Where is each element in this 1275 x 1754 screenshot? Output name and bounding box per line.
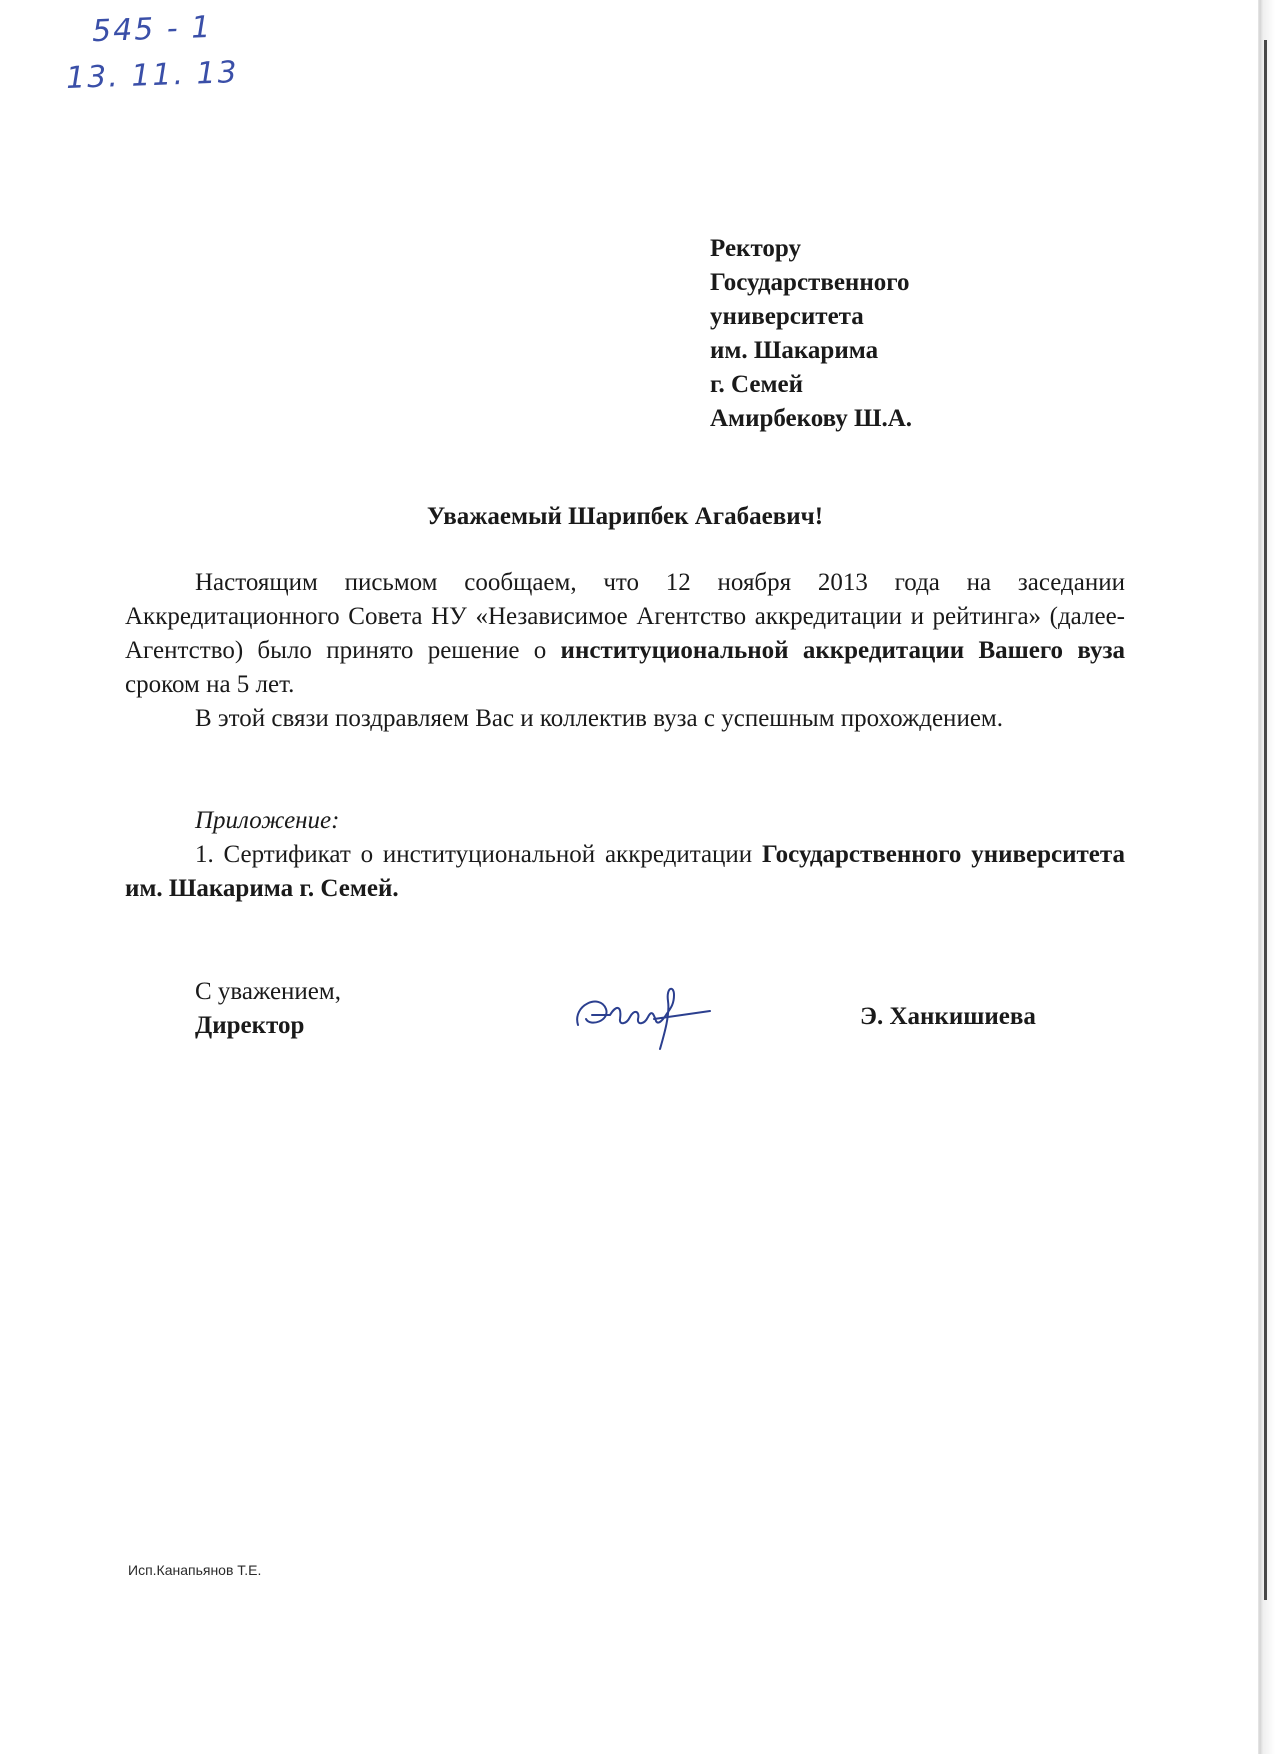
executor-note: Исп.Канапьянов Т.Е. [128, 1562, 262, 1578]
addressee-block [710, 232, 912, 436]
paragraph-congratulations: В этой связи поздравляем Вас и коллектив вуза с успешным прохождением. [195, 705, 1003, 732]
addressee-line: Амирбекову Ш.А. [710, 405, 913, 432]
appendix-item-text: 1. Сертификат о институциональной аккредитации [195, 841, 762, 868]
addressee-line: им. Шакарима [710, 337, 879, 364]
addressee-line: Ректору [710, 235, 801, 262]
director-name: Э. Ханкишиева [860, 1003, 1036, 1030]
closing-role: Директор [195, 1012, 305, 1039]
scan-edge-line [1264, 40, 1267, 1600]
handwritten-signature [570, 975, 720, 1055]
appendix-item-bold: Государственного университета им. Шакарима г. Семей. [125, 841, 1125, 902]
appendix-label: Приложение: [195, 807, 340, 834]
addressee-line: г. Семей [710, 371, 804, 398]
paragraph-decision-text: Настоящим письмом сообщаем, что 12 ноября 2013 года на заседании Аккредитационного Совета НУ «Независимое Агентство аккредитации и рейтинга» (далее-Агентство) было принято решение о [125, 569, 1125, 664]
closing-regards: С уважением, [195, 978, 341, 1005]
addressee-line: университета [710, 303, 864, 330]
paragraph-decision [125, 566, 1125, 702]
handwritten-registration-number: 545 - 1 [91, 9, 213, 50]
paragraph-decision-bold: институциональной аккредитации Вашего вуза [560, 637, 1126, 664]
salutation: Уважаемый Шарипбек Агабаевич! [426, 503, 824, 530]
addressee-line: Государственного [710, 269, 910, 296]
handwritten-registration-date: 13. 11. 13 [65, 54, 240, 97]
closing-block [195, 975, 341, 1043]
appendix-item [125, 838, 1125, 906]
paragraph-decision-term: сроком на 5 лет. [125, 671, 295, 698]
